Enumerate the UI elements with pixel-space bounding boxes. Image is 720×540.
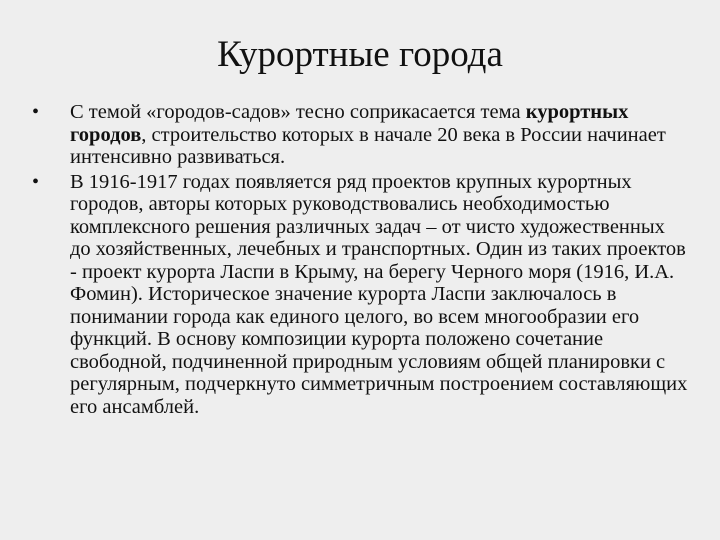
bullet-text-bold: курортных городов (70, 101, 629, 146)
bullet-item (30, 171, 690, 419)
bullet-icon: • (32, 101, 40, 123)
bullet-text (70, 101, 666, 168)
bullet-text-segment: , строительство которых в начале 20 века в России начинает интенсивно развиваться. (70, 123, 666, 168)
bullet-text-segment: С темой «городов-садов» тесно соприкасается тема (70, 101, 526, 123)
slide-title: Курортные города (217, 34, 503, 75)
bullet-text-segment: В 1916-1917 годах появляется ряд проектов крупных курортных городов, авторы которых руководствовались необходимостью комплексного решения различных задач – от чисто художественных до хозяйственных, лечебных и транспортных. Один из таких проектов - проект курорта Ласпи в Крыму, на берегу Черного моря (1916, И.А. Фомин). Историческое значение курорта Ласпи заключалось в понимании города как единого целого, во всем многообразии его функций. В основу композиции курорта положено сочетание свободной, подчиненной природным условиям общей планировки с регулярным, подчеркнуто симметричным построением составляющих его ансамблей. (70, 170, 688, 418)
bullet-icon: • (32, 170, 40, 193)
bullet-text (70, 171, 687, 418)
bullet-item (30, 101, 690, 169)
bullet-list (30, 101, 690, 420)
